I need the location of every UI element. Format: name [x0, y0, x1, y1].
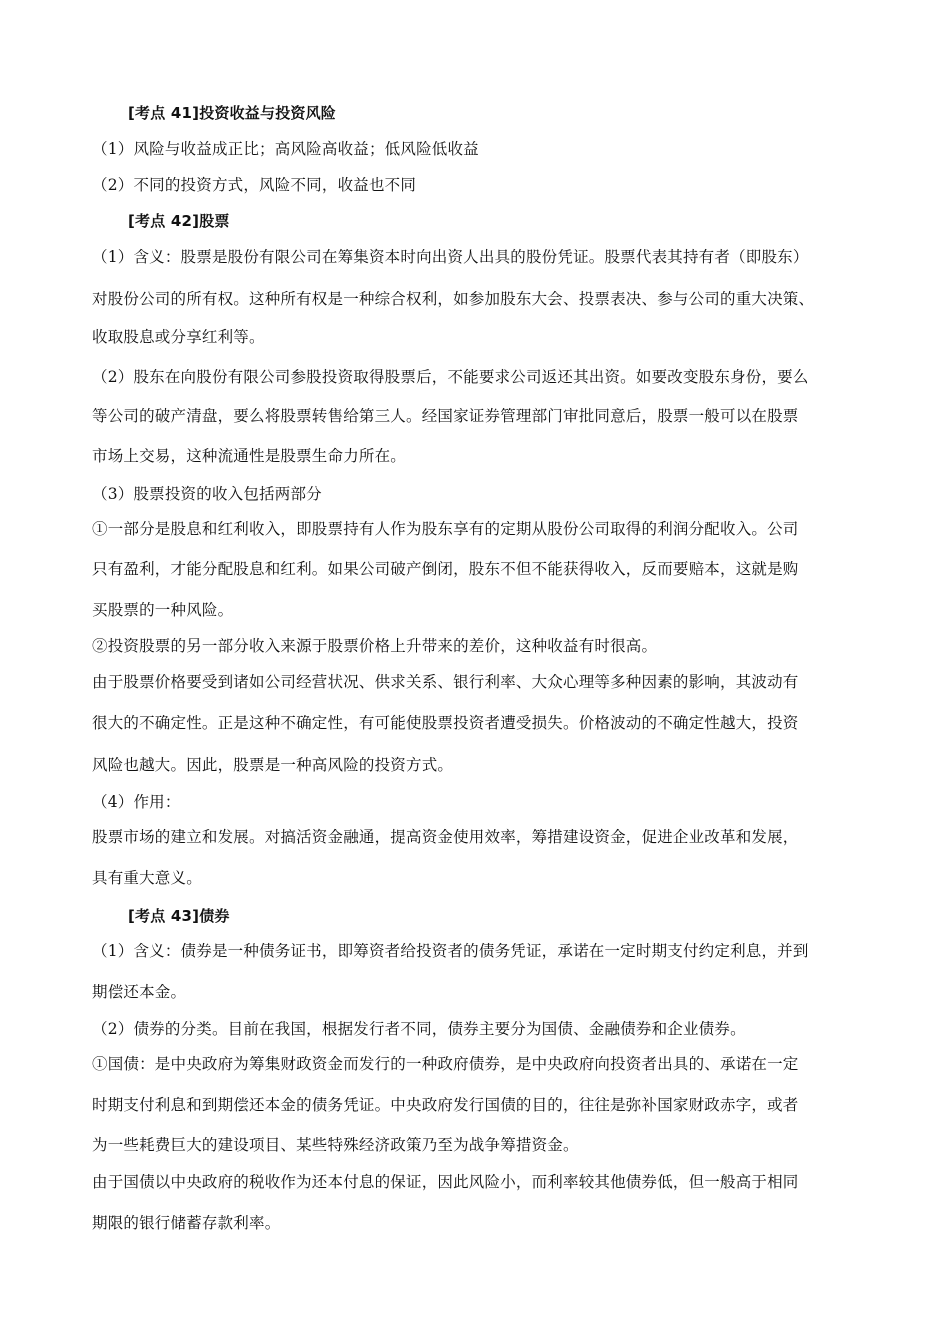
- paragraph-line: （1）风险与收益成正比；高风险高收益；低风险低收益: [92, 140, 479, 158]
- paragraph-line: 只有盈利，才能分配股息和红利。如果公司破产倒闭，股东不但不能获得收入，反而要赔本，这就是购: [92, 560, 799, 578]
- paragraph-line: （4）作用：: [92, 793, 181, 811]
- paragraph-line: 为一些耗费巨大的建设项目、某些特殊经济政策乃至为战争筹措资金。: [92, 1136, 579, 1154]
- paragraph-line: （1）含义：股票是股份有限公司在筹集资本时向出资人出具的股份凭证。股票代表其持有者（即股东）: [92, 248, 809, 266]
- paragraph-line: 收取股息或分享红利等。: [92, 328, 265, 346]
- paragraph-line: （2）债券的分类。目前在我国，根据发行者不同，债券主要分为国债、金融债券和企业债券。: [92, 1020, 746, 1038]
- paragraph-line: 对股份公司的所有权。这种所有权是一种综合权利，如参加股东大会、投票表决、参与公司的重大决策、: [92, 290, 815, 308]
- section-heading: [考点 42]股票: [128, 212, 230, 230]
- paragraph-line: 期偿还本金。: [92, 983, 187, 1001]
- paragraph-line: 期限的银行储蓄存款利率。: [92, 1214, 281, 1232]
- paragraph-line: （3）股票投资的收入包括两部分: [92, 485, 322, 503]
- paragraph-line: ①一部分是股息和红利收入，即股票持有人作为股东享有的定期从股份公司取得的利润分配收入。公司: [92, 520, 799, 538]
- paragraph-line: （1）含义：债券是一种债务证书，即筹资者给投资者的债务凭证，承诺在一定时期支付约定利息，并到: [92, 942, 809, 960]
- section-heading: [考点 41]投资收益与投资风险: [128, 104, 337, 122]
- section-heading: [考点 43]债券: [128, 907, 230, 925]
- paragraph-line: 买股票的一种风险。: [92, 601, 234, 619]
- paragraph-line: 具有重大意义。: [92, 869, 202, 887]
- paragraph-line: （2）不同的投资方式，风险不同，收益也不同: [92, 176, 417, 194]
- paragraph-line: 由于股票价格要受到诸如公司经营状况、供求关系、银行利率、大众心理等多种因素的影响，其波动有: [92, 673, 799, 691]
- paragraph-line: 股票市场的建立和发展。对搞活资金融通，提高资金使用效率，筹措建设资金，促进企业改革和发展，: [92, 828, 799, 846]
- paragraph-line: 风险也越大。因此，股票是一种高风险的投资方式。: [92, 756, 454, 774]
- paragraph-line: 由于国债以中央政府的税收作为还本付息的保证，因此风险小，而利率较其他债券低，但一般高于相同: [92, 1173, 799, 1191]
- paragraph-line: （2）股东在向股份有限公司参股投资取得股票后，不能要求公司返还其出资。如要改变股东身份，要么: [92, 368, 809, 386]
- paragraph-line: 等公司的破产清盘，要么将股票转售给第三人。经国家证券管理部门审批同意后，股票一般可以在股票: [92, 407, 799, 425]
- paragraph-line: 很大的不确定性。正是这种不确定性，有可能使股票投资者遭受损失。价格波动的不确定性越大，投资: [92, 714, 799, 732]
- paragraph-line: ②投资股票的另一部分收入来源于股票价格上升带来的差价，这种收益有时很高。: [92, 637, 658, 655]
- paragraph-line: 时期支付利息和到期偿还本金的债务凭证。中央政府发行国债的目的，往往是弥补国家财政赤字，或者: [92, 1096, 799, 1114]
- paragraph-line: 市场上交易，这种流通性是股票生命力所在。: [92, 447, 407, 465]
- paragraph-line: ①国债：是中央政府为筹集财政资金而发行的一种政府债券，是中央政府向投资者出具的、承诺在一定: [92, 1055, 799, 1073]
